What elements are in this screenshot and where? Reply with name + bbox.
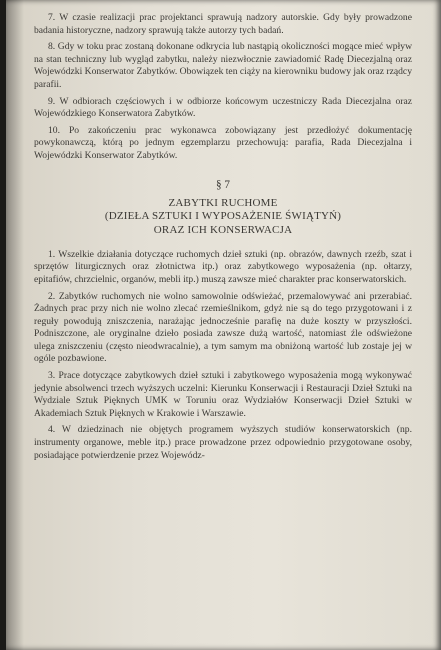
section-paragraph-3: 3. Prace dotyczące zabytkowych dzieł sztuki i zabytkowego wyposażenia mogą wykonywać jedynie absolwenci trzech wyższych uczelni: Kierunku Konserwacji i Restauracji Dzieł Sztuki na Wydziale Sztuk Pięknych UMK w Toruniu oraz Wydziałów Konserwacji Dzieł Sztuki w Akademiach Sztuk Pięknych w Krakowie i Warszawie. bbox=[34, 370, 412, 419]
paragraph-9: 9. W odbiorach częściowych i w odbiorze końcowym uczestniczy Rada Diecezjalna oraz Wojewódzkiego Konserwatora Zabytków. bbox=[34, 95, 412, 120]
paragraph-10: 10. Po zakończeniu prac wykonawca zobowiązany jest przedłożyć dokumentację powykonawczą, którą po jednym egzemplarzu przechowują: parafia, Rada Diecezjalna i Wojewódzki Konserwator Zabytków. bbox=[34, 124, 412, 161]
page-content bbox=[34, 12, 412, 466]
section-number: § 7 bbox=[216, 178, 230, 191]
section-heading-line: (DZIEŁA SZTUKI I WYPOSAŻENIE ŚWIĄTYŃ) bbox=[104, 210, 342, 223]
section-paragraph-4: 4. W dziedzinach nie objętych programem wyższych studiów konserwatorskich (np. instrumenty organowe, meble itp.) prace prowadzone przez odpowiednio przygotowane osoby, posiadające potwierdzenie przez Wojewódz- bbox=[34, 424, 412, 461]
section-heading-line: ZABYTKI RUCHOME bbox=[168, 197, 278, 210]
section-paragraph-1: 1. Wszelkie działania dotyczące ruchomych dzieł sztuki (np. obrazów, dawnych rzeźb, szat i sprzętów liturgicznych oraz złotnictwa itp.) oraz zabytkowego wyposażenia (np. ołtarzy, epitafiów, chrzcielnic, organów, mebli itp.) muszą zawsze mieć charakter prac konserwatorskich. bbox=[34, 248, 412, 285]
section-heading bbox=[34, 197, 412, 237]
paragraph-7: 7. W czasie realizacji prac projektanci sprawują nadzory autorskie. Gdy były prowadzone badania historyczne, nadzory sprawują także autorzy tych badań. bbox=[34, 12, 412, 36]
book-page bbox=[6, 0, 441, 650]
section-heading-line: ORAZ ICH KONSERWACJA bbox=[153, 223, 293, 236]
section-paragraph-2: 2. Zabytków ruchomych nie wolno samowolnie odświeżać, przemalowywać ani przerabiać. Żadnych prac przy nich nie wolno zlecać rzemieślnikom, gdyż nie są do tego przygotowani i z reguły powodują zniszczenia, narażając jednocześnie parafię na duże koszty w przyszłości. Podniszczone, ale oryginalne dzieło posiada zawsze dużą wartość, natomiast źle odświeżone ulega zniszczeniu (często nieodwracalnie), a tym samym ma obniżoną wartość lub zostaje jej w ogóle pozbawione. bbox=[34, 290, 412, 365]
paragraph-8: 8. Gdy w toku prac zostaną dokonane odkrycia lub nastąpią okoliczności mogące mieć wpływ na stan techniczny lub wygląd zabytku, należy niezwłocznie zawiadomić Radę Diecezjalną oraz Wojewódzki Konserwator Zabytków. Obowiązek ten ciąży na kierowniku budowy jak oraz rządcy parafii. bbox=[34, 41, 412, 90]
